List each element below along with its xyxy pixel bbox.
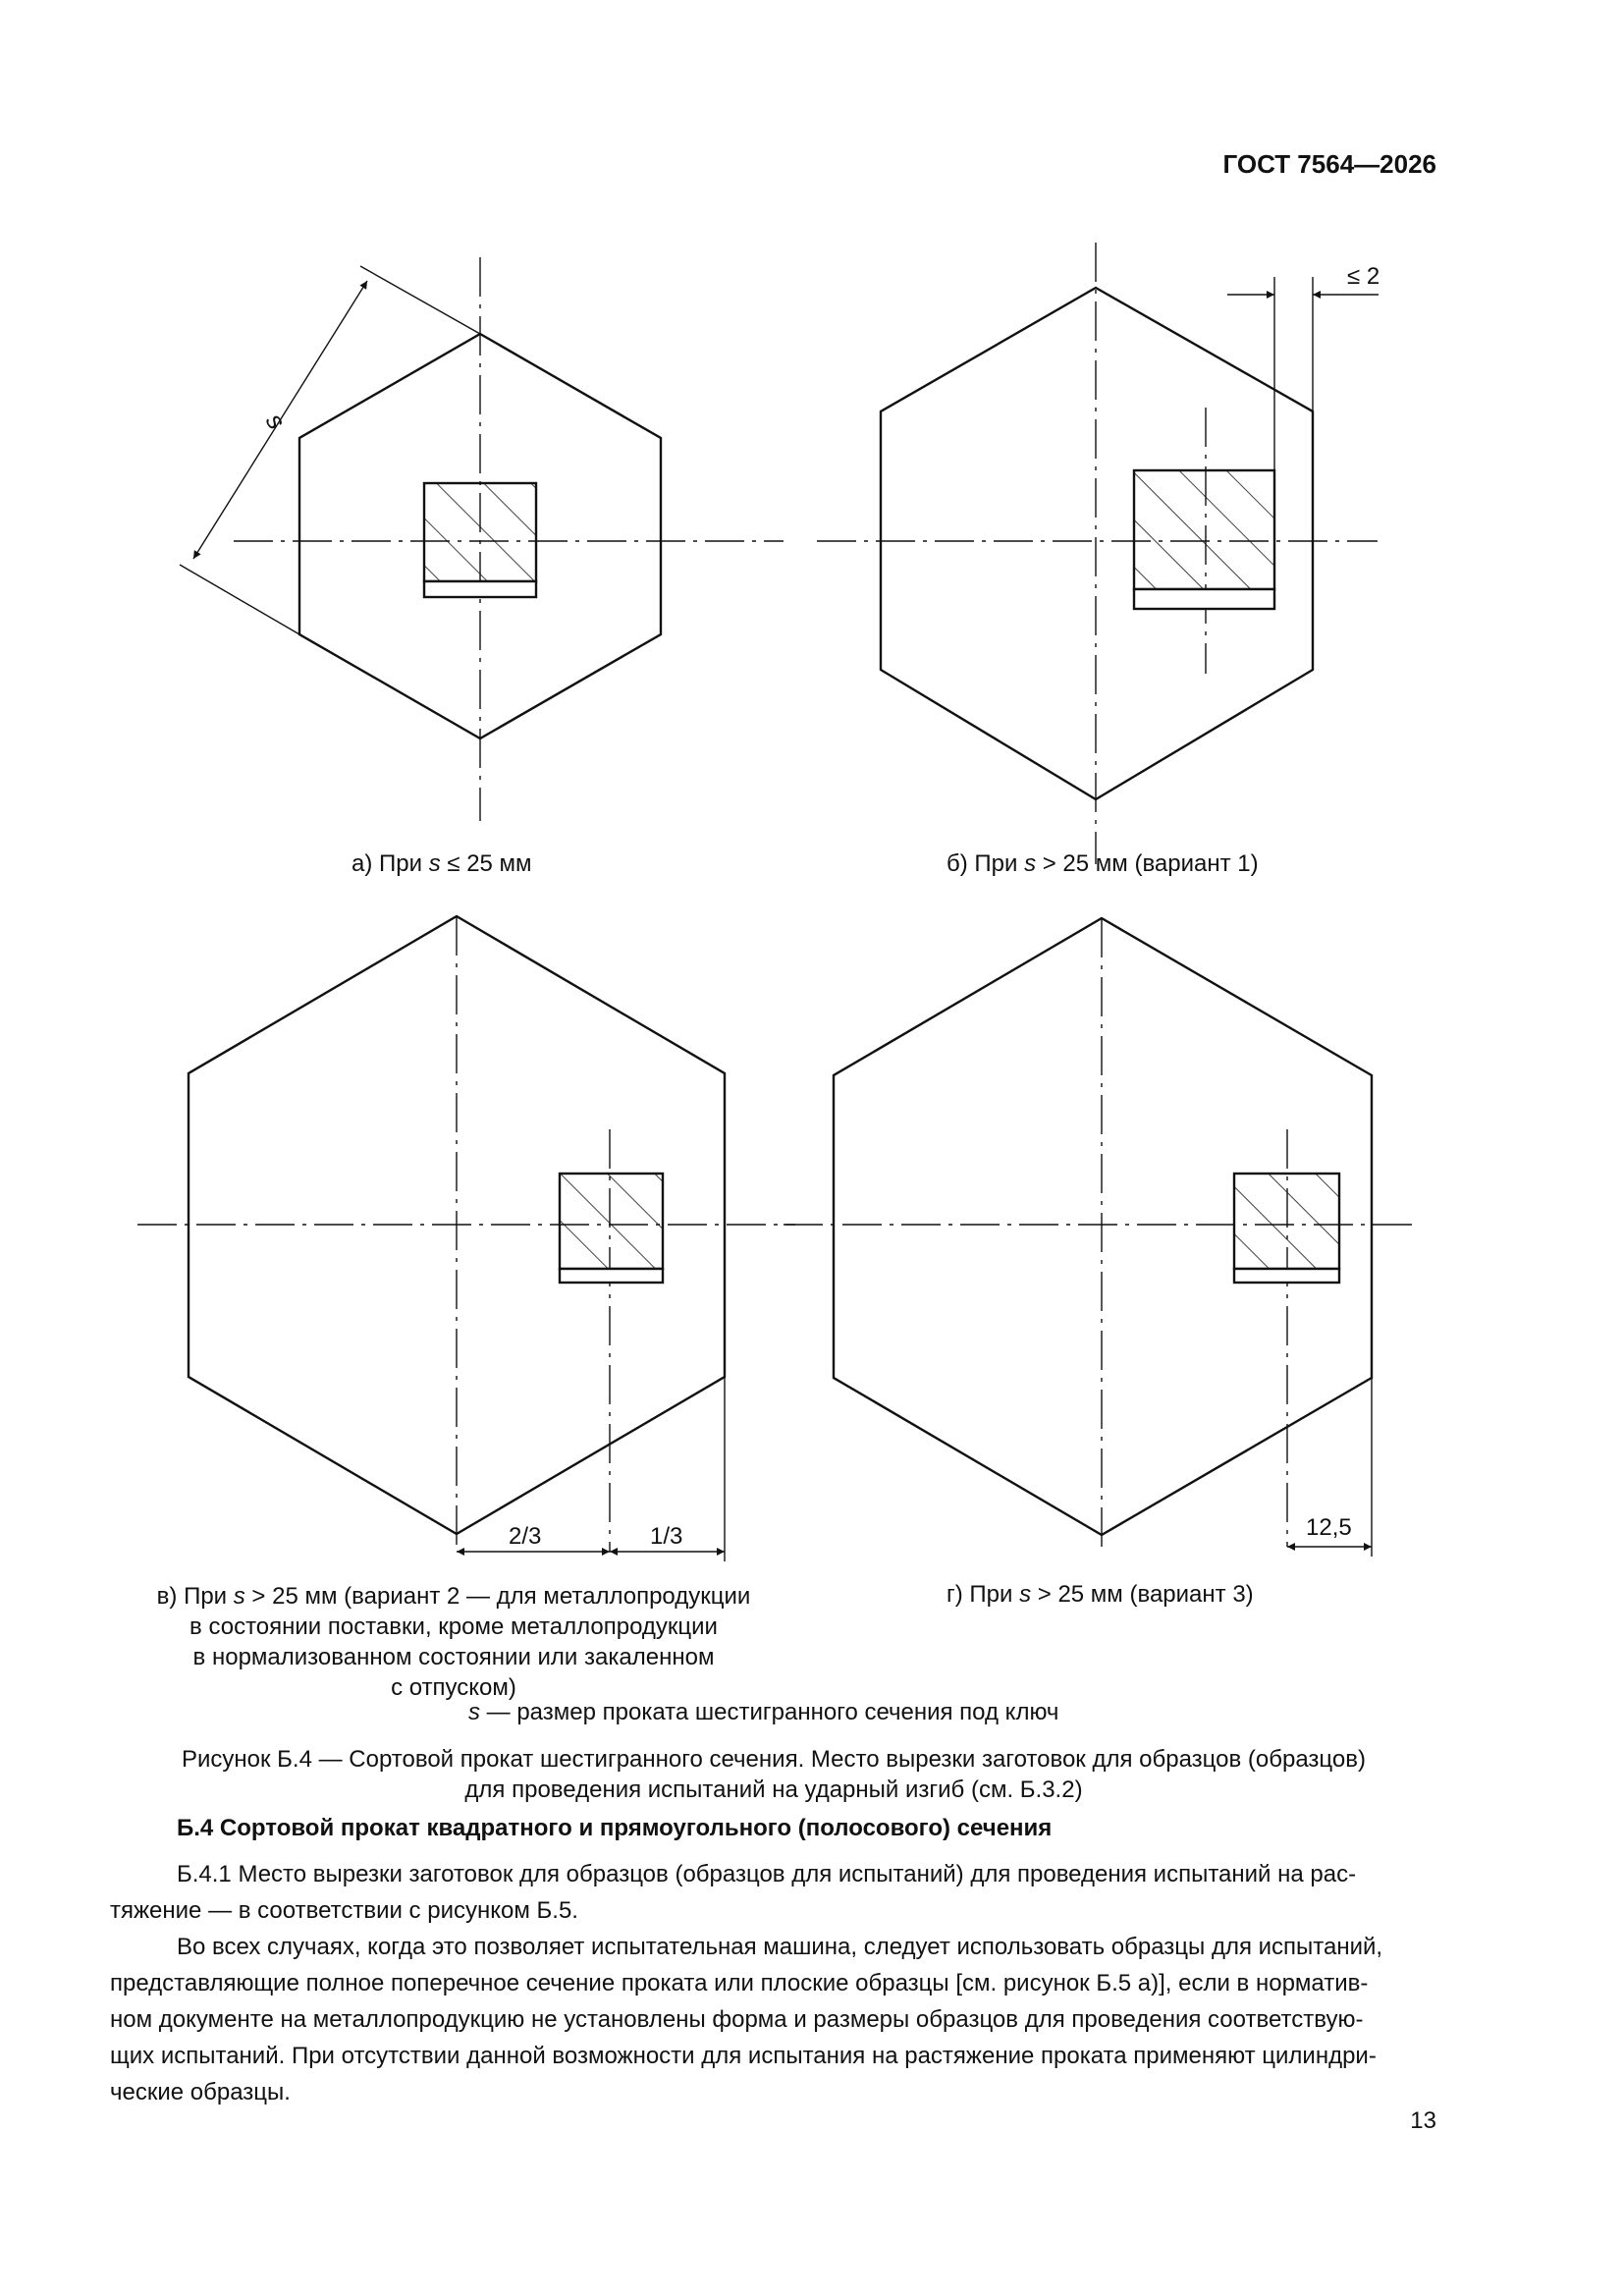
specimen-b [1134, 470, 1274, 589]
page-number: 13 [1410, 2107, 1436, 2134]
paragraph-b41-cont: Во всех случаях, когда это позволяет испытательная машина, следует использовать образцы для испытаний, представляющие полное поперечное сечение проката или плоские образцы [см. рисунок Б.5 а)], если в норматив- ном документе на металлопродукцию не установлены форма и размеры образцов для проведения соответствую- щих испытаний. При отсутствии данной возможности для испытания на растяжение проката применяют цилиндри- ческие образцы. [110, 1934, 1383, 2105]
figure-legend: s — размер проката шестигранного сечения под ключ [468, 1699, 1059, 1725]
figure-v [137, 916, 795, 1561]
label-one-third: 1/3 [650, 1523, 683, 1550]
figure-title: Рисунок Б.4 — Сортовой прокат шестигранного сечения. Место вырезки заготовок для образцов (образцов) для проведения испытаний на ударный изгиб (см. Б.3.2) [182, 1746, 1366, 1803]
specimen-v [560, 1174, 663, 1269]
label-12-5: 12,5 [1306, 1514, 1352, 1541]
caption-a: а) При s ≤ 25 мм [352, 850, 532, 877]
label-two-thirds: 2/3 [509, 1523, 542, 1550]
caption-g: г) При s > 25 мм (вариант 3) [947, 1581, 1254, 1608]
specimen-g [1234, 1174, 1339, 1269]
specimen-a [424, 483, 536, 581]
caption-b: б) При s > 25 мм (вариант 1) [947, 850, 1259, 877]
document-header: ГОСТ 7564—2026 [1222, 149, 1436, 179]
caption-v: в) При s > 25 мм (вариант 2 — для металлопродукции в состоянии поставки, кроме металлопродукции в нормализованном состоянии или закаленном с отпуском) [156, 1583, 751, 1701]
section-heading: Б.4 Сортовой прокат квадратного и прямоугольного (полосового) сечения [177, 1815, 1053, 1841]
paragraph-b41: Б.4.1 Место вырезки заготовок для образцов (образцов для испытаний) для проведения испытаний на рас- тяжение — в соответствии с рисунком Б.5. [110, 1861, 1357, 1924]
figure-g [784, 918, 1419, 1557]
label-s: s [259, 408, 293, 435]
figure-a [180, 257, 784, 821]
figure-b [817, 243, 1379, 864]
label-le2: ≤ 2 [1347, 263, 1380, 290]
